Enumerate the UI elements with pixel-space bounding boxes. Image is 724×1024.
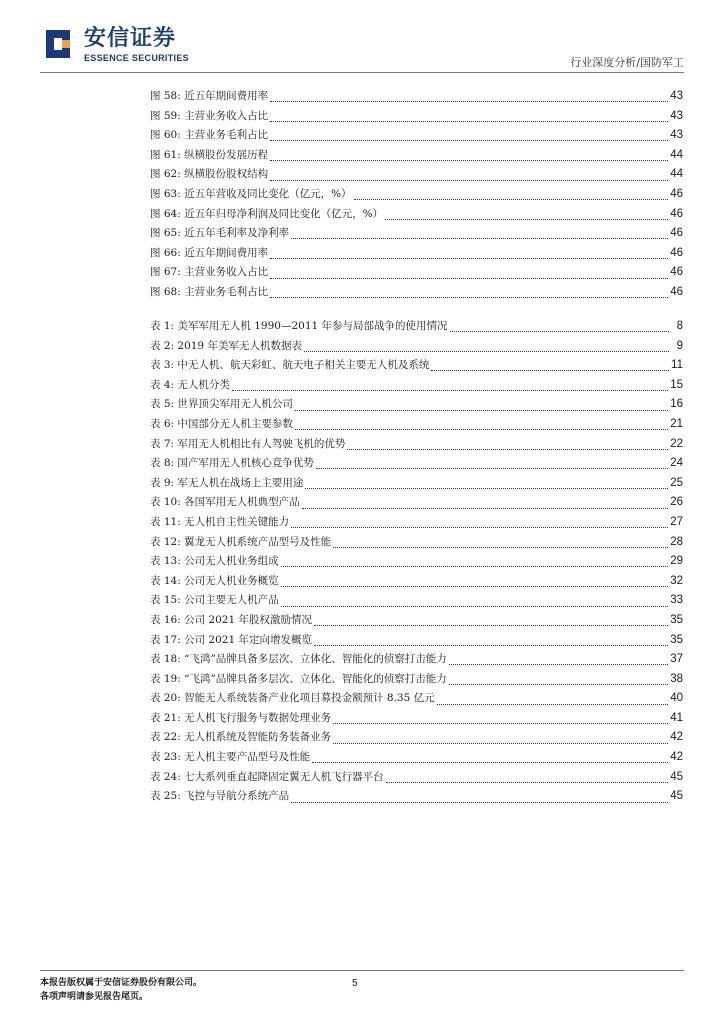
- dot-leader: [449, 664, 668, 665]
- footer-notice: [40, 976, 202, 1004]
- copyright-text: 本报告版权属于安信证券股份有限公司。: [40, 978, 203, 988]
- figure-entry[interactable]: [150, 166, 683, 186]
- toc-entry-label: 表 1: 美军军用无人机 1990—2011 年参与局部战争的使用情况: [150, 320, 448, 332]
- table-entry[interactable]: [150, 651, 683, 671]
- brand-name-en: ESSENCE SECURITIES: [84, 53, 189, 63]
- table-entry[interactable]: [150, 514, 683, 534]
- toc-entry-label: 表 18: “飞鸿”品牌具备多层次、立体化、智能化的侦察打击能力: [150, 653, 447, 666]
- toc-entry-page: 46: [670, 187, 683, 200]
- toc-entry-page: 44: [670, 168, 683, 181]
- dot-leader: [281, 606, 669, 607]
- toc-entry-page: 32: [670, 574, 683, 587]
- toc-entry-page: 27: [670, 515, 683, 528]
- dot-leader: [270, 297, 668, 298]
- dot-leader: [270, 160, 668, 161]
- toc-entry-label: 表 9: 军无人机在战场上主要用途: [150, 476, 304, 489]
- toc-entry-page: 35: [670, 633, 683, 646]
- toc-entry-page: 11: [671, 359, 683, 372]
- header-divider: [40, 72, 684, 73]
- toc-entry-page: 43: [670, 109, 683, 122]
- dot-leader: [270, 278, 668, 279]
- toc-entry-label: 表 25: 飞控与导航分系统产品: [150, 790, 290, 803]
- disclaimer-text: 各项声明请参见报告尾页。: [40, 992, 149, 1002]
- dot-leader: [354, 199, 669, 200]
- toc-entry-label: 图 66: 近五年期间费用率: [150, 246, 269, 259]
- table-entry[interactable]: [150, 436, 683, 456]
- dot-leader: [386, 782, 669, 783]
- toc-entry-label: 表 15: 公司主要无人机产品: [150, 594, 279, 607]
- table-entry[interactable]: [150, 612, 683, 632]
- table-list: [150, 318, 683, 808]
- toc-entry-label: 图 62: 纵横股份股权结构: [150, 168, 269, 181]
- table-entry[interactable]: [150, 357, 683, 377]
- dot-leader: [304, 351, 669, 352]
- dot-leader: [333, 547, 668, 548]
- toc-entry-label: 表 23: 无人机主要产品型号及性能: [150, 751, 311, 764]
- toc-entry-label: 表 12: 翼龙无人机系统产品型号及性能: [150, 535, 332, 548]
- page-number: 5: [352, 978, 358, 989]
- figure-entry[interactable]: [150, 206, 683, 226]
- toc-entry-page: 44: [670, 148, 683, 161]
- toc-entry-label: 表 16: 公司 2021 年股权激励情况: [150, 613, 312, 626]
- toc-entry-label: 表 22: 无人机系统及智能防务装备业务: [150, 731, 332, 744]
- dot-leader: [295, 410, 668, 411]
- dot-leader: [314, 645, 668, 646]
- toc-entry-label: 表 6: 中国部分无人机主要参数: [150, 417, 293, 430]
- figure-entry[interactable]: [150, 284, 683, 304]
- toc-entry-page: 22: [670, 437, 683, 450]
- table-entry[interactable]: [150, 534, 683, 554]
- toc-entry-label: 表 21: 无人机飞行服务与数据处理业务: [150, 711, 332, 724]
- table-entry[interactable]: [150, 632, 683, 652]
- toc-entry-label: 图 59: 主营业务收入占比: [150, 109, 269, 122]
- toc-entry-page: 24: [670, 457, 683, 470]
- toc-entry-page: 38: [670, 672, 683, 685]
- toc-entry-label: 表 10: 各国军用无人机典型产品: [150, 496, 300, 509]
- dot-leader: [333, 723, 668, 724]
- toc-entry-label: 表 11: 无人机自主性关键能力: [150, 515, 290, 528]
- table-entry[interactable]: [150, 749, 683, 769]
- toc-entry-label: 图 67: 主营业务收入占比: [150, 266, 269, 279]
- toc-entry-page: 45: [670, 770, 683, 783]
- toc-entry-label: 表 20: 智能无人系统装备产业化项目募投金额预计 8.35 亿元: [150, 692, 435, 705]
- table-entry[interactable]: [150, 553, 683, 573]
- table-entry[interactable]: [150, 318, 683, 338]
- toc-entry-label: 图 63: 近五年营收及同比变化（亿元，%）: [150, 187, 352, 200]
- dot-leader: [270, 180, 668, 181]
- dot-leader: [270, 140, 668, 141]
- dot-leader: [291, 527, 668, 528]
- figure-entry[interactable]: [150, 147, 683, 167]
- toc-entry-label: 表 4: 无人机分类: [150, 378, 230, 391]
- toc-entry-page: 43: [670, 129, 683, 142]
- toc-entry-label: 表 7: 军用无人机相比有人驾驶飞机的优势: [150, 437, 346, 450]
- dot-leader: [270, 121, 668, 122]
- toc-entry-label: 图 61: 纵横股份发展历程: [150, 148, 269, 161]
- dot-leader: [270, 258, 668, 259]
- figure-list: [150, 88, 683, 304]
- toc-entry-page: 33: [670, 594, 683, 607]
- table-entry[interactable]: [150, 788, 683, 808]
- table-entry[interactable]: [150, 416, 683, 436]
- toc-entry-page: 16: [670, 398, 683, 411]
- toc-entry-page: 8: [676, 320, 683, 332]
- toc-entry-page: 35: [670, 613, 683, 626]
- figure-entry[interactable]: [150, 264, 683, 284]
- toc-entry-label: 表 5: 世界顶尖军用无人机公司: [150, 398, 293, 411]
- toc-entry-page: 29: [670, 555, 683, 568]
- dot-leader: [281, 566, 669, 567]
- dot-leader: [312, 762, 668, 763]
- toc-entry-page: 46: [670, 266, 683, 279]
- toc-entry-page: 45: [670, 790, 683, 803]
- toc-entry-label: 表 8: 国产军用无人机核心竞争优势: [150, 457, 314, 470]
- dot-leader: [302, 508, 669, 509]
- toc-entry-label: 表 13: 公司无人机业务组成: [150, 555, 279, 568]
- toc-entry-page: 26: [670, 496, 683, 509]
- report-type: 行业深度分析/国防军工: [570, 56, 684, 69]
- toc-entry-page: 15: [670, 378, 683, 391]
- toc-entry-label: 图 58: 近五年期间费用率: [150, 90, 269, 102]
- toc-entry-label: 图 65: 近五年毛利率及净利率: [150, 227, 290, 240]
- table-entry[interactable]: [150, 710, 683, 730]
- dot-leader: [449, 684, 668, 685]
- toc-entry-page: 40: [670, 692, 683, 705]
- dot-leader: [281, 586, 669, 587]
- table-entry[interactable]: [150, 396, 683, 416]
- dot-leader: [347, 449, 668, 450]
- brand-name-cn: 安信证券: [84, 26, 177, 51]
- dot-leader: [291, 802, 668, 803]
- table-entry[interactable]: [150, 377, 683, 397]
- toc-entry-label: 表 14: 公司无人机业务概览: [150, 574, 279, 587]
- dot-leader: [270, 101, 668, 102]
- toc-entry-label: 图 64: 近五年归母净利润及同比变化（亿元，%）: [150, 207, 384, 220]
- table-entry[interactable]: [150, 573, 683, 593]
- toc-entry-page: 9: [676, 339, 683, 352]
- toc-entry-label: 图 60: 主营业务毛利占比: [150, 129, 269, 142]
- toc-entry-label: 表 17: 公司 2021 年定向增发概览: [150, 633, 312, 646]
- figure-entry[interactable]: [150, 108, 683, 128]
- toc-entry-page: 46: [670, 207, 683, 220]
- table-entry[interactable]: [150, 769, 683, 789]
- table-entry[interactable]: [150, 338, 683, 358]
- dot-leader: [316, 468, 668, 469]
- toc-entry-page: 25: [670, 476, 683, 489]
- dot-leader: [450, 331, 669, 332]
- toc-entry-page: 42: [670, 731, 683, 744]
- toc-entry-label: 表 2: 2019 年美军无人机数据表: [150, 339, 302, 352]
- toc-entry-label: 表 3: 中无人机、航天彩虹、航天电子相关主要无人机及系统: [150, 359, 430, 372]
- toc-entry-page: 46: [670, 246, 683, 259]
- dot-leader: [314, 625, 668, 626]
- toc-entry-label: 表 19: “飞鸿”品牌具备多层次、立体化、智能化的侦察打击能力: [150, 672, 447, 685]
- figure-entry[interactable]: [150, 245, 683, 265]
- brand-logo-icon: [42, 28, 74, 60]
- figure-entry[interactable]: [150, 127, 683, 147]
- table-entry[interactable]: [150, 494, 683, 514]
- toc-entry-page: 42: [670, 751, 683, 764]
- toc-entry-page: 41: [670, 711, 683, 724]
- toc-entry-page: 43: [670, 90, 683, 102]
- figure-entry[interactable]: [150, 186, 683, 206]
- dot-leader: [232, 390, 668, 391]
- dot-leader: [431, 370, 669, 371]
- toc-entry-page: 46: [670, 227, 683, 240]
- toc-entry-label: 图 68: 主营业务毛利占比: [150, 285, 269, 298]
- figure-entry[interactable]: [150, 225, 683, 245]
- toc-entry-page: 37: [670, 653, 683, 666]
- dot-leader: [333, 743, 668, 744]
- table-entry[interactable]: [150, 475, 683, 495]
- footer-divider: [40, 970, 684, 971]
- dot-leader: [291, 238, 668, 239]
- table-entry[interactable]: [150, 455, 683, 475]
- toc-entry-label: 表 24: 七大系列垂直起降固定翼无人机飞行器平台: [150, 770, 384, 783]
- dot-leader: [385, 219, 668, 220]
- table-entry[interactable]: [150, 671, 683, 691]
- toc-entry-page: 21: [670, 417, 683, 430]
- toc-entry-page: 28: [670, 535, 683, 548]
- table-entry[interactable]: [150, 690, 683, 710]
- toc-entry-page: 46: [670, 285, 683, 298]
- figure-entry[interactable]: [150, 88, 683, 108]
- dot-leader: [295, 429, 668, 430]
- page-header: [0, 0, 724, 72]
- table-entry[interactable]: [150, 592, 683, 612]
- dot-leader: [437, 704, 669, 705]
- table-entry[interactable]: [150, 729, 683, 749]
- dot-leader: [305, 488, 668, 489]
